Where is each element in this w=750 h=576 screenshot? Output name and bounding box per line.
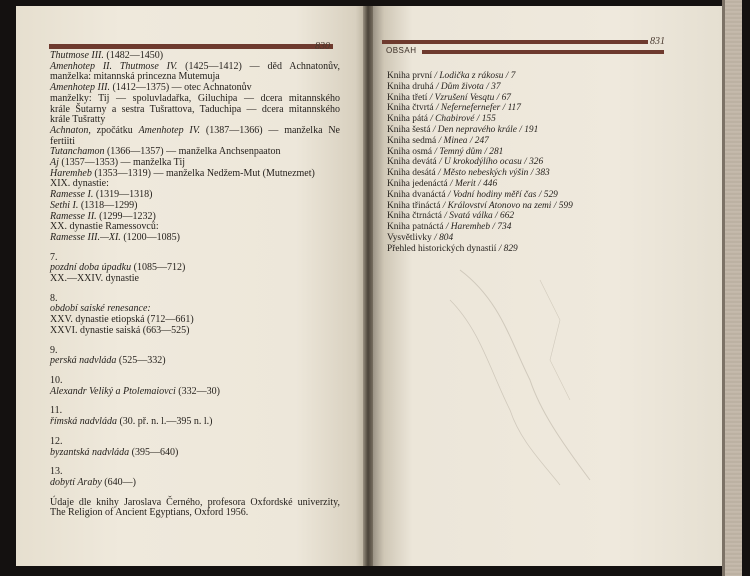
toc-entry-page: 155 [481, 114, 496, 125]
roman-segment: XX.—XXIV. dynastie [50, 273, 139, 285]
toc-entry-page: 7 [510, 71, 516, 81]
toc-entry-title: Den nepravého krále [437, 124, 517, 135]
toc-entry-page: 829 [503, 243, 518, 254]
roman-segment: krále Šutarny a sestra Tušrattova, Taduchipa — dcera mitannského [50, 103, 340, 115]
roman-segment: (1412—1375) — otec Achnatonův [109, 82, 252, 94]
toc-entry-title: Vzrušení Vesqtu [434, 92, 495, 103]
paragraph-gap [50, 397, 340, 406]
toc-entry: Kniha devátá / U krokodýlího ocasu / 326 [387, 157, 544, 168]
roman-segment: 8. [50, 292, 58, 304]
toc-entry: Vysvětlivky / 804 [387, 232, 454, 243]
roman-segment: (1318—1299) [78, 199, 138, 211]
roman-segment: XX. dynastie Ramessovců: [50, 221, 159, 233]
toc-entry: Kniha dvanáctá / Vodní hodiny měří čas / 529 [387, 189, 558, 200]
text-line [50, 478, 340, 489]
toc-entry-label: Kniha třináctá [387, 200, 441, 211]
roman-segment: (640—) [101, 476, 136, 488]
italic-segment: Alexandr Veliký a Ptolemaiovci [50, 385, 176, 397]
roman-segment: (395—640) [129, 446, 179, 458]
toc-entry-page: 446 [483, 178, 498, 189]
toc-entry-page: 599 [558, 200, 573, 211]
roman-segment: krále Tušratty [50, 114, 106, 126]
roman-segment: (1425—1412) — děd Achnatonův, [177, 60, 341, 72]
toc-entry: Kniha třináctá / Království Atonovo na zemi / 599 [387, 200, 573, 211]
toc-entry: Kniha jedenáctá / Merit / 446 [387, 178, 498, 189]
book-cover-edge [722, 0, 742, 576]
toc-entry: Kniha šestá / Den nepravého krále / 191 [387, 124, 539, 135]
right-header-rule [382, 40, 648, 44]
toc-entry: Přehled historických dynastií / 829 [387, 243, 518, 254]
italic-segment: Amenhotep III. [50, 82, 110, 94]
toc-entry-label: Kniha patnáctá [387, 222, 444, 233]
toc-entry-page: 247 [474, 135, 489, 146]
show-through-map [440, 260, 610, 490]
roman-segment: 7. [50, 251, 58, 263]
paragraph-gap [50, 337, 340, 346]
italic-segment: Tutanchamon [50, 146, 105, 158]
toc-entry-title: Minea [443, 135, 468, 146]
toc-entry-label: Kniha jedenáctá [387, 178, 448, 189]
roman-segment: (1366—1357) — manželka Anchsenpaaton [104, 146, 281, 158]
toc-entry-page: 67 [501, 92, 511, 103]
toc-entry-page: 117 [507, 103, 521, 114]
roman-segment: XXV. dynastie etiopská (712—661) [50, 314, 194, 326]
italic-segment: Thutmose III. [50, 50, 104, 61]
text-line [50, 274, 340, 285]
italic-segment: římská nadvláda [50, 416, 117, 428]
contents-header-bar [422, 50, 664, 54]
text-line [50, 387, 340, 398]
toc-entry: Kniha třetí / Vzrušení Vesqtu / 67 [387, 92, 511, 103]
text-line [50, 448, 340, 459]
toc-entry: Kniha pátá / Chabirové / 155 [387, 114, 496, 125]
roman-segment: (1353—1319) — manželka Nedžem-Mut (Mutnezmet) [91, 167, 315, 179]
italic-segment: Amenhotep IV. [138, 124, 201, 136]
paragraph-gap [50, 428, 340, 437]
text-line [50, 126, 340, 137]
toc-entry-title: Chabirové [435, 114, 475, 125]
toc-entry-title: Království Atonovo na zemi [447, 200, 552, 211]
toc-entry-page: 734 [497, 222, 512, 233]
toc-entry-label: Kniha sedmá [387, 135, 437, 146]
roman-segment: (1200—1085) [120, 231, 180, 243]
text-line [50, 326, 340, 337]
toc-entry-label: Kniha čtrnáctá [387, 211, 442, 222]
toc-entry-label: Kniha desátá [387, 168, 436, 179]
toc-entry-page: 281 [489, 146, 504, 157]
toc-entry: Kniha čtrnáctá / Svatá válka / 662 [387, 211, 515, 222]
italic-segment: Ramesse I. [50, 189, 94, 201]
toc-entry-page: 662 [500, 211, 515, 222]
toc-entry-label: Kniha šestá [387, 124, 431, 135]
roman-segment: (332—30) [175, 385, 220, 397]
toc-entry-label: Vysvětlivky [387, 232, 432, 243]
toc-entry: Kniha první / Lodička z rákosu / 7 [387, 71, 516, 81]
roman-segment: 10. [50, 374, 63, 386]
roman-segment: Údaje dle knihy Jaroslava Černého, profesora Oxfordské univerzity, [50, 496, 340, 508]
toc-entry-label: Kniha třetí [387, 92, 428, 103]
italic-segment: dobytí Araby [50, 476, 102, 488]
paragraph-gap [50, 367, 340, 376]
toc-entry-title: Město nebeských výšin [442, 168, 529, 179]
contents-heading: OBSAH [386, 46, 417, 55]
table-of-contents [387, 71, 573, 255]
roman-segment: 12. [50, 435, 63, 447]
roman-segment: (1319—1318) [93, 189, 153, 201]
roman-segment: manželky: Tij — spoluvladařka, Giluchipa — dcera mitannského [50, 92, 340, 104]
italic-segment: perská nadvláda [50, 355, 117, 367]
italic-segment: byzantská nadvláda [50, 446, 130, 458]
toc-entry-label: Kniha čtvrtá [387, 103, 434, 114]
text-line [50, 356, 340, 367]
italic-segment: pozdní doba úpadku [50, 262, 132, 274]
left-header-rule [49, 44, 333, 49]
toc-entry: Kniha sedmá / Minea / 247 [387, 135, 489, 146]
text-line [50, 417, 340, 428]
toc-entry-page: 326 [529, 157, 544, 168]
toc-entry-label: Kniha pátá [387, 114, 428, 125]
roman-segment: (1482—1450) [103, 50, 164, 61]
toc-entry: Kniha čtvrtá / Nefernefernefer / 117 [387, 103, 521, 114]
paragraph-gap [50, 458, 340, 467]
roman-segment: (1387—1366) — manželka Ne [200, 124, 340, 136]
italic-segment: Ramesse III.—XI. [50, 231, 121, 243]
toc-entry: Kniha patnáctá / Haremheb / 734 [387, 222, 512, 233]
toc-entry-page: 529 [543, 189, 558, 200]
toc-entry-page: 37 [491, 81, 501, 92]
italic-segment: období saiské renesance: [50, 303, 151, 315]
text-line [50, 508, 340, 519]
italic-segment: Achnaton, [50, 124, 91, 136]
toc-entry: Kniha druhá / Dům života / 37 [387, 81, 501, 92]
paragraph-gap [50, 244, 340, 253]
toc-entry-title: Merit [454, 178, 476, 189]
text-line [50, 233, 340, 244]
toc-entry-title: Haremheb [450, 222, 491, 233]
toc-entry-page: 191 [524, 124, 539, 135]
toc-entry-page: 804 [439, 232, 454, 243]
book-spine [363, 6, 373, 566]
toc-entry-title: U krokodýlího ocasu [444, 157, 522, 168]
toc-entry-title: Temný dům [439, 146, 482, 157]
roman-segment: fertiiti [50, 135, 75, 147]
toc-entry-label: Kniha osmá [387, 146, 433, 157]
toc-entry-title: Vodní hodiny měří čas [452, 189, 537, 200]
roman-segment: (1299—1232) [96, 210, 156, 222]
roman-segment: (30. př. n. l.—395 n. l.) [116, 416, 213, 428]
toc-entry-label: Kniha devátá [387, 157, 437, 168]
toc-entry-label: Kniha dvanáctá [387, 189, 446, 200]
contents-header [382, 47, 664, 57]
roman-segment: (525—332) [116, 355, 166, 367]
toc-entry-title: Nefernefernefer [440, 103, 501, 114]
roman-segment: XIX. dynastie: [50, 178, 109, 190]
toc-entry-page: 383 [535, 168, 550, 179]
left-page-number: 830 [315, 41, 330, 52]
italic-segment: Aj [50, 157, 59, 169]
toc-entry-title: Svatá válka [449, 211, 493, 222]
toc-entry-label: Kniha druhá [387, 81, 434, 92]
right-page-number: 831 [650, 36, 665, 47]
dynasty-list [50, 51, 340, 519]
roman-segment: XXVI. dynastie saiská (663—525) [50, 324, 190, 336]
roman-segment: 9. [50, 344, 58, 356]
roman-segment: 13. [50, 466, 63, 478]
toc-entry-label: Kniha první [387, 71, 433, 81]
toc-entry-label: Přehled historických dynastií [387, 243, 497, 254]
roman-segment: (1357—1353) — manželka Tij [58, 157, 185, 169]
italic-segment: Haremheb [50, 167, 92, 179]
roman-segment: The Religion of Ancient Egyptians, Oxford 1956. [50, 507, 249, 519]
toc-entry-title: Lodička z rákosu [439, 71, 504, 81]
toc-entry: Kniha desátá / Město nebeských výšin / 383 [387, 168, 550, 179]
italic-segment: Ramesse II. [50, 210, 97, 222]
italic-segment: Sethi I. [50, 199, 79, 211]
roman-segment: 11. [50, 405, 63, 417]
roman-segment: (1085—712) [131, 262, 186, 274]
paragraph-gap [50, 285, 340, 294]
toc-entry-title: Dům života [440, 81, 484, 92]
roman-segment: manželka: mitannská princezna Mutemuja [50, 71, 220, 83]
italic-segment: Amenhotep II. Thutmose IV. [50, 60, 178, 72]
toc-entry: Kniha osmá / Temný dům / 281 [387, 146, 504, 157]
roman-segment: zpočátku [90, 124, 139, 136]
